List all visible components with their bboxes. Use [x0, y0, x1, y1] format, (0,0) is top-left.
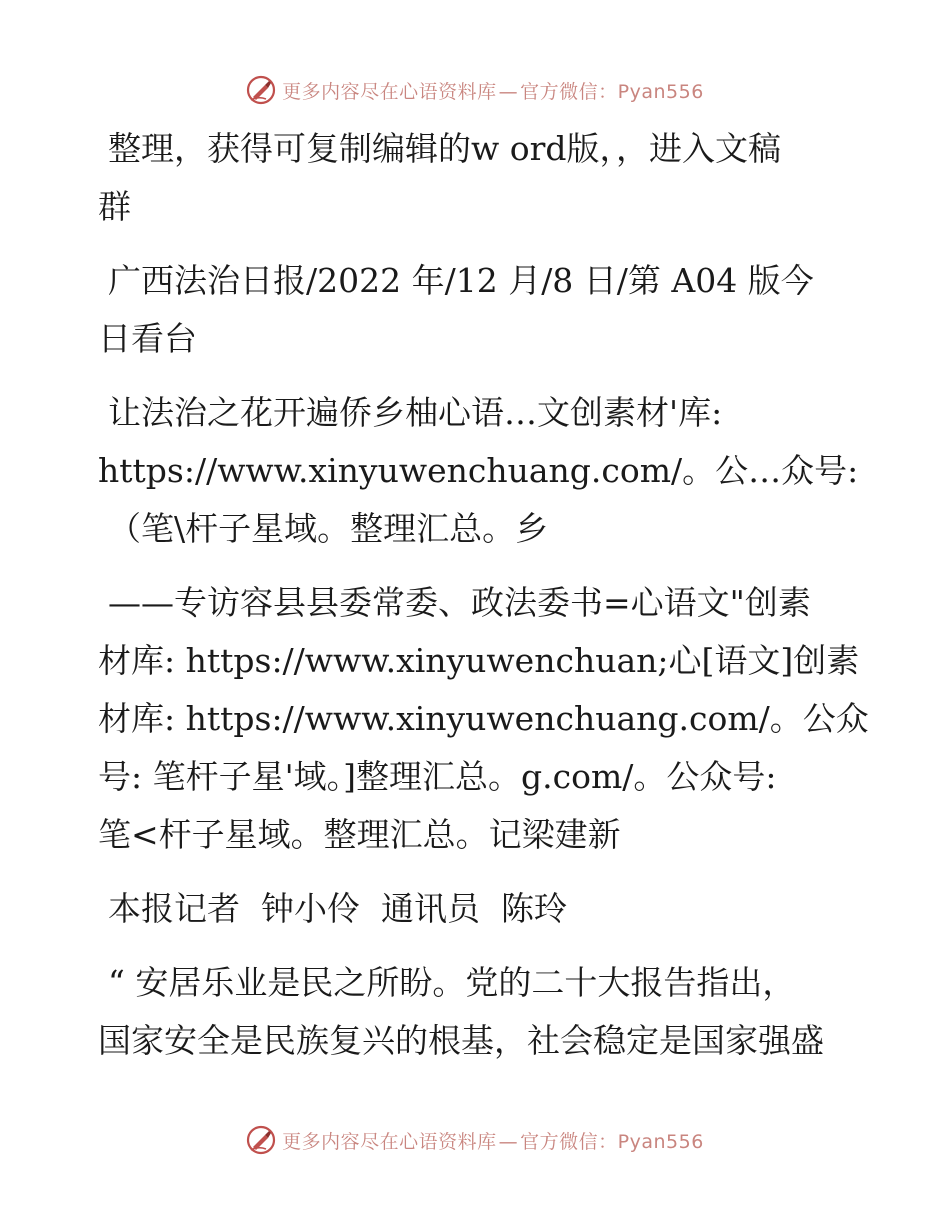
paragraph-source: 广西法治日报/2022 年/12 月/8 日/第 A04 版今 日看台	[98, 261, 814, 358]
pen-logo-icon	[246, 1125, 276, 1155]
paragraph-subtitle: ——专访容县县委常委、政法委书=心语文"创素 材库: https://www.xinyuwenchuan;心[语文]创素 材库: https://www.xinyuwenchuang.com/。公众 号: 笔杆子星'域。]整理汇总。g.com/。公众号: 笔<杆子星域。整理汇总。记梁建新	[98, 583, 869, 854]
header-banner-text: 更多内容尽在心语资料库 — 官方微信：Pyan556	[282, 80, 704, 103]
header-banner	[0, 70, 950, 110]
paragraph-headline: 让法治之花开遍侨乡柚心语…文创素材'库: https://www.xinyuwenchuang.com/。公…众号: （笔\杆子星域。整理汇总。乡	[98, 393, 859, 548]
pen-logo-icon	[246, 75, 276, 105]
footer-banner-text: 更多内容尽在心语资料库 — 官方微信：Pyan556	[282, 1130, 704, 1153]
paragraph-lead: “ 安居乐业是民之所盼。党的二十大报告指出， 国家安全是民族复兴的根基，社会稳定是国家强盛	[98, 963, 824, 1060]
paragraph-intro: 整理，获得可复制编辑的w ord版，，进入文稿 群	[98, 129, 782, 226]
paragraph-byline: 本报记者 钟小伶 通讯员 陈玲	[108, 889, 567, 928]
document-body	[98, 120, 869, 1086]
footer-banner	[0, 1120, 950, 1160]
